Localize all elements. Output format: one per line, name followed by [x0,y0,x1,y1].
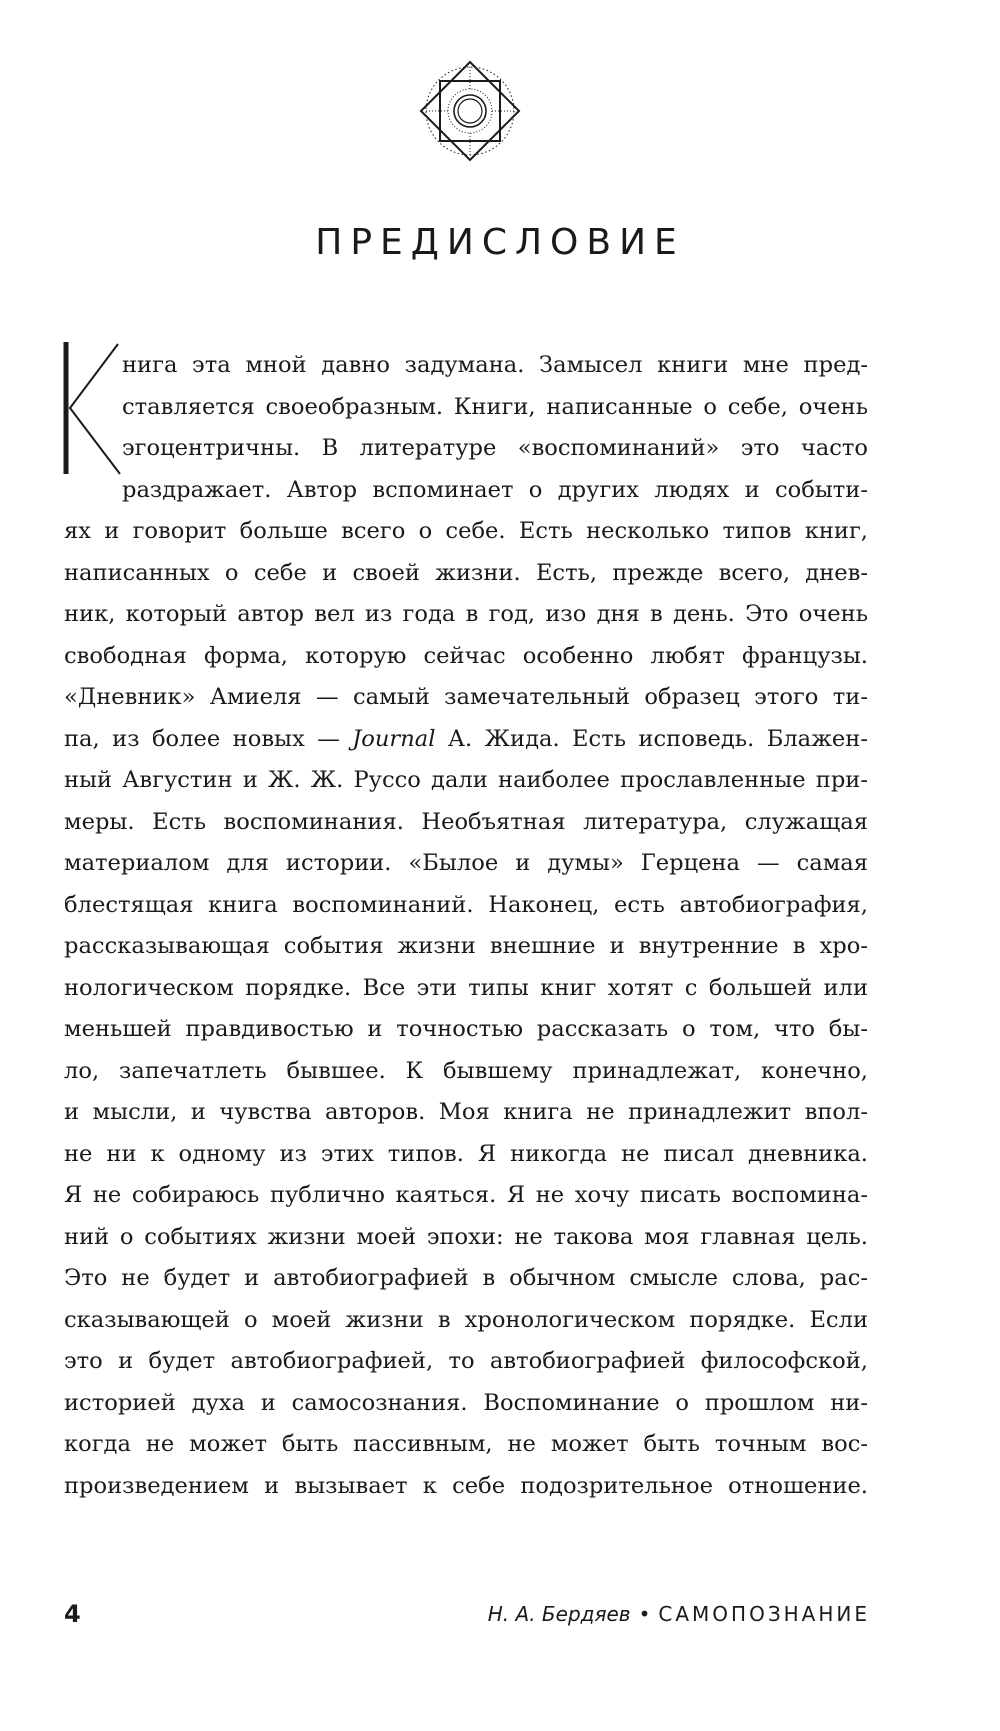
page-footer [64,1600,870,1640]
star-ornament-icon [408,52,532,170]
text-line: Это не будет и автобиографией в обычном смысле слова, рас- [64,1265,868,1291]
text-line: эгоцентричны. В литературе «воспоминаний» это часто [122,435,868,461]
page-number: 4 [64,1600,81,1628]
text-line: ник, который автор вел из года в год, изо дня в день. Это очень [64,601,868,627]
text-line: нига эта мной давно задумана. Замысел книги мне пред- [122,352,868,378]
text-line: материалом для истории. «Былое и думы» Герцена — самая [64,850,868,876]
text-line: когда не может быть пассивным, не может быть точным вос- [64,1431,868,1457]
text-line: ний о событиях жизни моей эпохи: не такова моя главная цель. [64,1223,868,1250]
italic-title: Journal [352,725,436,752]
text-line: написанных о себе и своей жизни. Есть, прежде всего, днев- [64,559,868,586]
text-line: ный Августин и Ж. Ж. Руссо дали наиболее прославленные при- [64,767,868,793]
text-line: Я не собираюсь публично каяться. Я не хочу писать воспомина- [64,1182,868,1208]
text-line: меньшей правдивостью и точностью рассказать о том, что бы- [64,1016,868,1042]
text-segment: па, из более новых — [64,725,353,752]
text-segment: А. Жида. Есть исповедь. Блажен- [435,725,868,752]
text-line: и мысли, и чувства авторов. Моя книга не принадлежит впол- [64,1099,868,1125]
text-line: ях и говорит больше всего о себе. Есть несколько типов книг, [64,518,868,544]
text-line: «Дневник» Амиеля — самый замечательный образец этого ти- [64,684,868,710]
footer-book-title: САМОПОЗНАНИЕ [658,1602,870,1626]
running-footer [488,1602,870,1626]
footer-author: Н. А. Бердяев [487,1602,631,1626]
text-line: ло, запечатлеть бывшее. К бывшему принадлежат, конечно, [64,1057,868,1084]
text-line [64,719,868,761]
text-line: это и будет автобиографией, то автобиографией философской, [64,1348,868,1374]
text-line: рассказывающая события жизни внешние и внутренние в хро- [64,933,868,959]
text-line: сказывающей о моей жизни в хронологическом порядке. Если [64,1306,868,1333]
text-line: историей духа и самосознания. Воспоминание о прошлом ни- [64,1389,868,1416]
text-line: блестящая книга воспоминаний. Наконец, есть автобиография, [64,891,868,918]
text-line: меры. Есть воспоминания. Необъятная литература, служащая [64,808,868,835]
text-line: свободная форма, которую сейчас особенно любят французы. [64,642,868,669]
text-line: раздражает. Автор вспоминает о других людях и событи- [122,476,868,503]
text-line: ставляется своеобразным. Книги, написанные о себе, очень [122,393,868,420]
text-line: произведением и вызывает к себе подозрительное отношение. [64,1472,868,1499]
text-line: не ни к одному из этих типов. Я никогда не писал дневника. [64,1140,868,1167]
body-text [64,345,868,1507]
chapter-title: ПРЕДИСЛОВИЕ [315,222,685,263]
footer-separator: • [638,1602,651,1626]
text-line: нологическом порядке. Все эти типы книг хотят с большей или [64,974,868,1001]
